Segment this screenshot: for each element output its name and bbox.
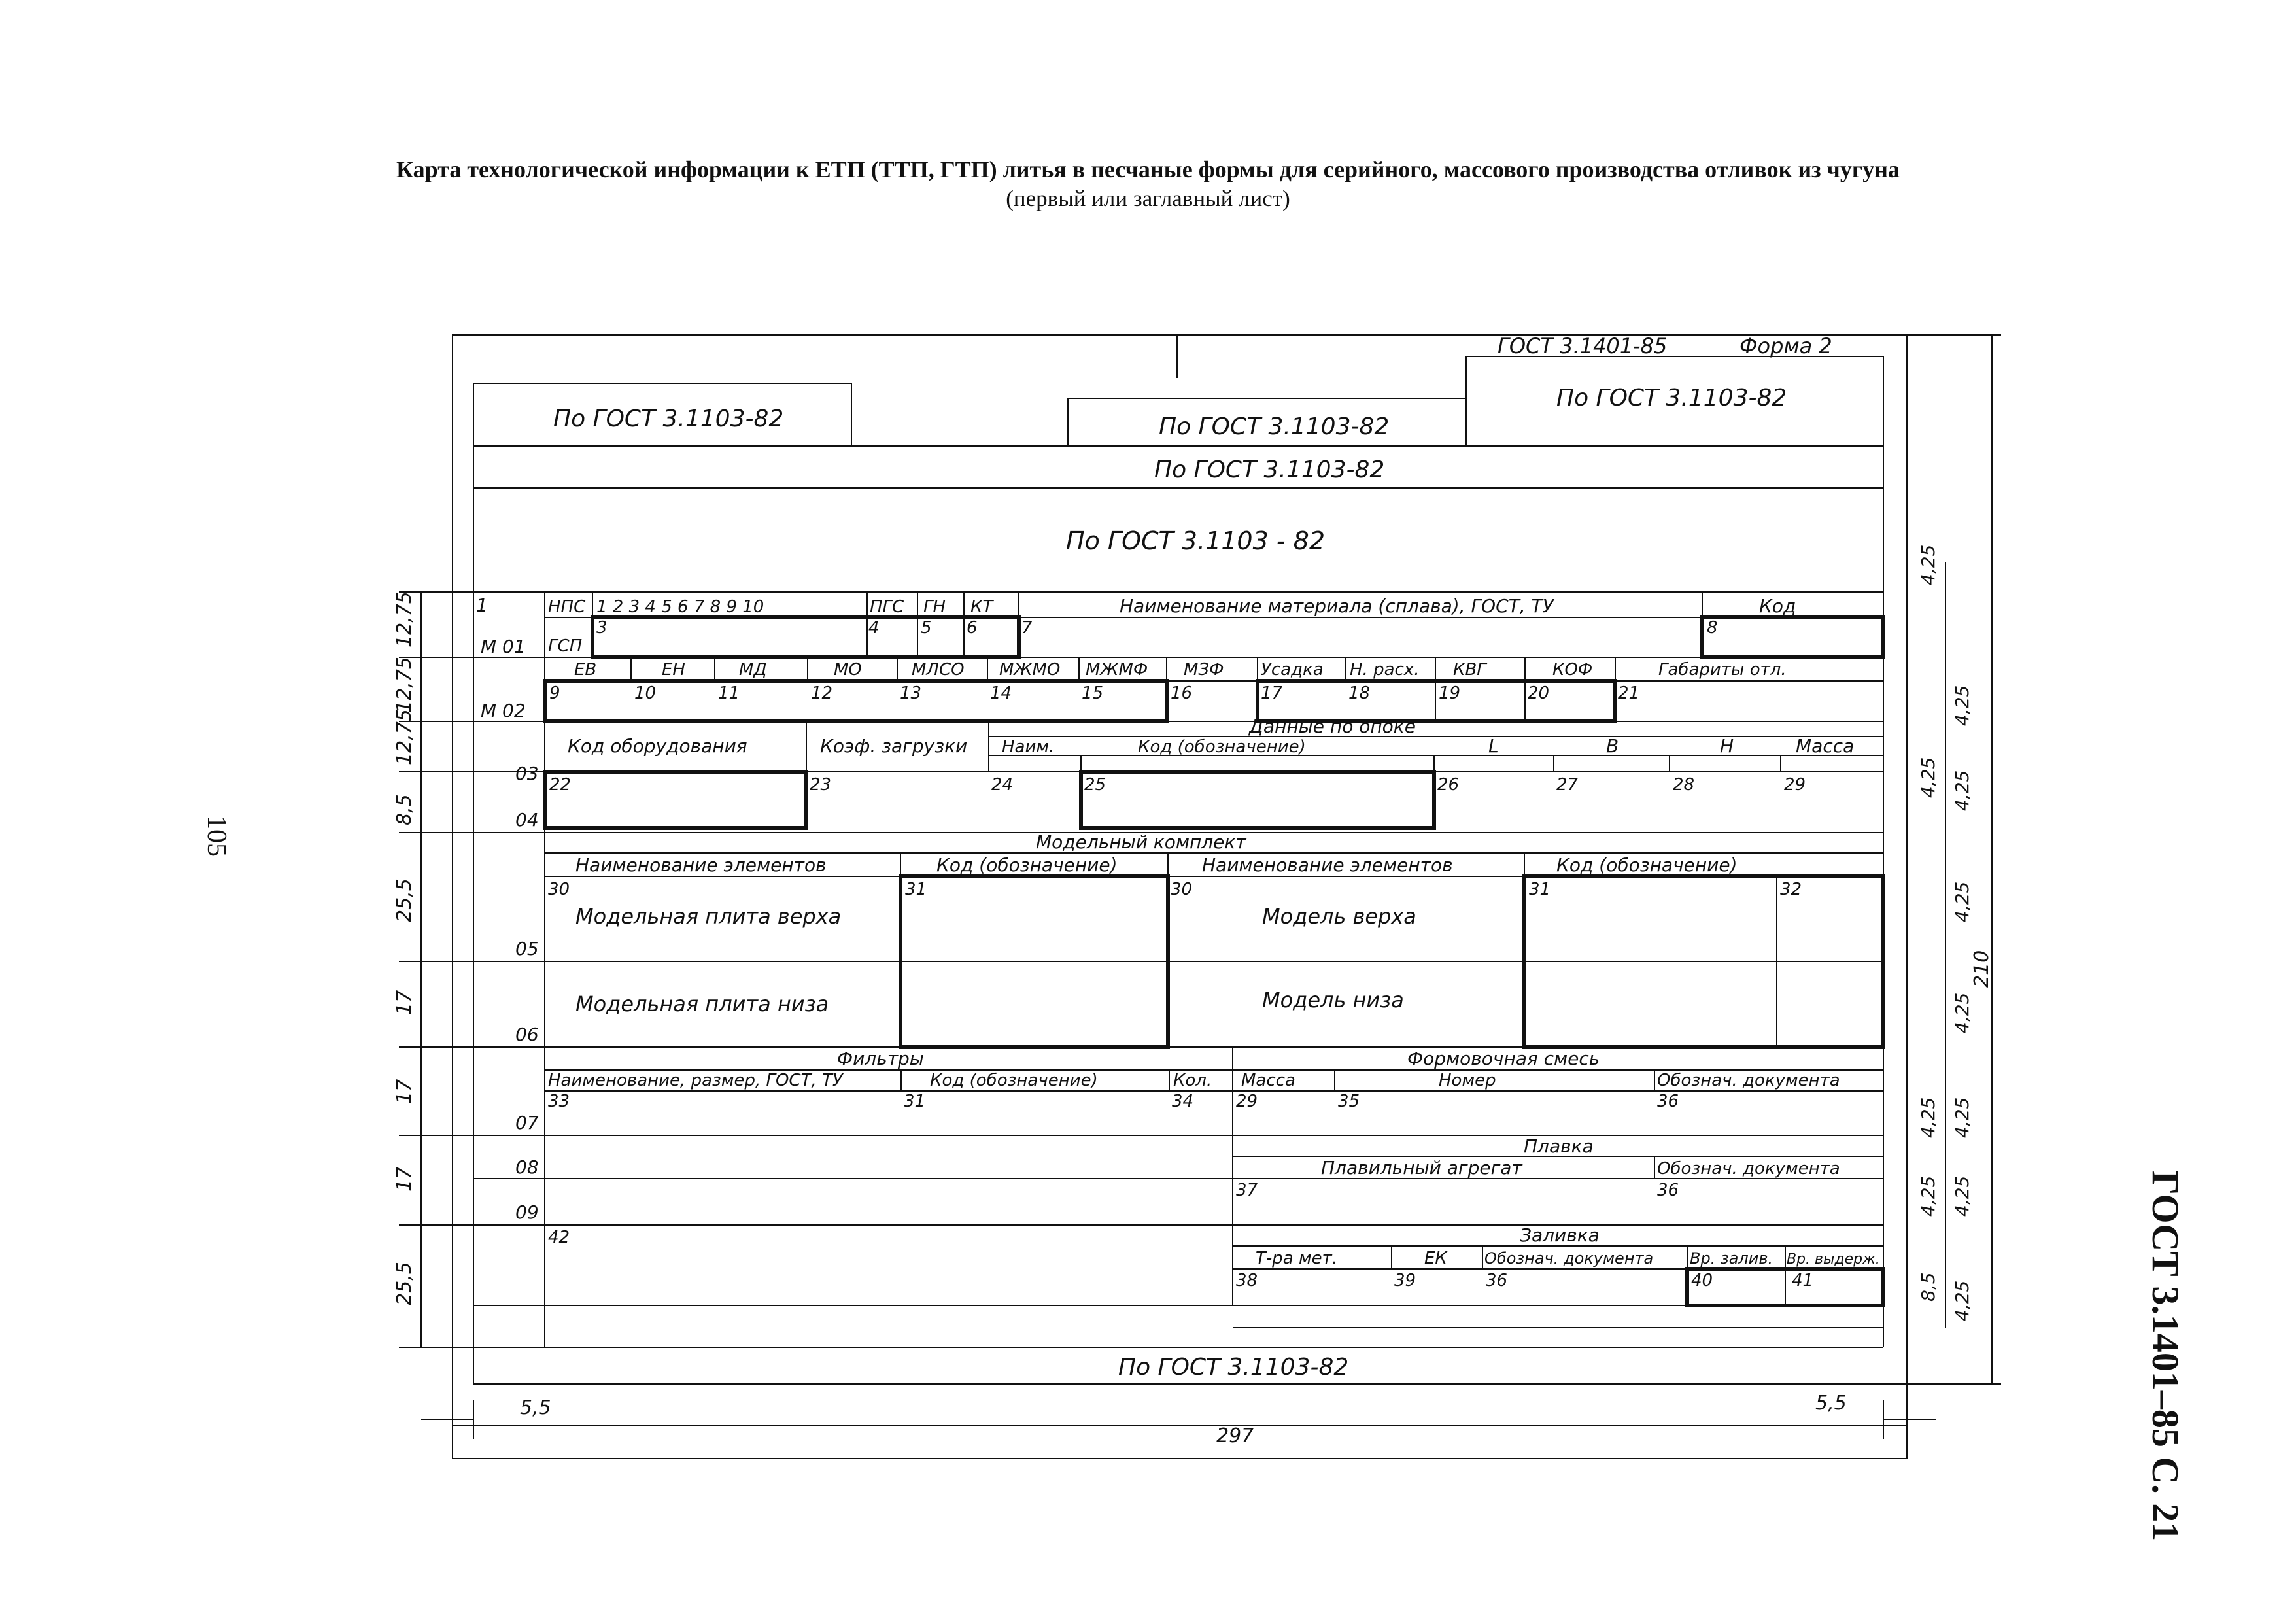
label-nrash: Н. расх.: [1350, 660, 1420, 680]
label-L: L: [1488, 735, 1499, 757]
label-model-title: Модельный комплект: [1036, 831, 1246, 853]
form-label: Форма 2: [1739, 334, 1832, 358]
num-4: 4: [868, 618, 880, 638]
form-standard: ГОСТ 3.1401-85: [1498, 334, 1668, 358]
dim-425-h: 4,25: [1951, 1097, 1973, 1138]
row-code-05: 05: [515, 938, 539, 959]
label-massa: Масса: [1796, 735, 1855, 757]
num-39: 39: [1394, 1271, 1416, 1290]
dim-425-b: 4,25: [1951, 685, 1973, 726]
page-title: Карта технологической информации к ЕТП (ТТП, ГТП) литья в песчаные формы для серийного, массового производства отливок из чугуна: [396, 156, 1900, 182]
label-naim: Наим.: [1002, 737, 1055, 757]
row-code-07: 07: [515, 1112, 539, 1133]
dim-425-i: 4,25: [1917, 1175, 1939, 1217]
label-H: Н: [1720, 735, 1734, 757]
num-23: 23: [810, 775, 832, 795]
row-code-08: 08: [515, 1156, 539, 1178]
label-pour-vr-zaliv: Вр. залив.: [1690, 1249, 1773, 1268]
ref-std-bottom: По ГОСТ 3.1103-82: [1118, 1354, 1349, 1381]
num-42: 42: [548, 1228, 570, 1247]
row-num-1: 1: [476, 595, 488, 616]
num-35: 35: [1338, 1092, 1360, 1111]
label-mlso: МЛСО: [912, 660, 965, 680]
num-30-left: 30: [548, 880, 570, 899]
label-melt-agregat: Плавильный агрегат: [1321, 1157, 1522, 1179]
num-18: 18: [1348, 683, 1371, 703]
dim-425-c: 4,25: [1917, 757, 1939, 798]
dim-425-k: 4,25: [1951, 1280, 1973, 1321]
num-16: 16: [1171, 683, 1193, 703]
ref-std-center: По ГОСТ 3.1103 - 82: [1066, 527, 1325, 555]
label-naim-el-left: Наименование элементов: [575, 854, 827, 876]
num-29: 29: [1784, 775, 1806, 795]
dim-255-a: 25,5: [393, 878, 416, 922]
label-dannye: Данные по опоке: [1249, 716, 1416, 737]
label-pour-title: Заливка: [1520, 1224, 1600, 1246]
label-koef: Коэф. загрузки: [820, 735, 968, 757]
label-mix-massa: Масса: [1241, 1071, 1295, 1090]
label-melt-title: Плавка: [1524, 1135, 1594, 1157]
label-pour-ek: ЕК: [1424, 1249, 1447, 1268]
dim-17-a: 17: [393, 990, 416, 1015]
row-code-01: М 01: [481, 636, 526, 657]
num-19: 19: [1439, 683, 1461, 703]
num-30-right: 30: [1171, 880, 1193, 899]
label-gn: ГН: [923, 597, 946, 617]
label-kod: Код: [1759, 595, 1796, 617]
label-mix-nomer: Номер: [1439, 1071, 1496, 1090]
num-17: 17: [1261, 683, 1283, 703]
label-kod-left: Код (обозначение): [936, 854, 1118, 876]
label-mzhmf: МЖМФ: [1086, 660, 1148, 680]
num-32: 32: [1780, 880, 1802, 899]
num-24: 24: [991, 775, 1014, 795]
label-kof: КОФ: [1552, 660, 1593, 680]
num-36-pour: 36: [1486, 1271, 1508, 1290]
ref-std-mid: По ГОСТ 3.1103-82: [1159, 413, 1390, 440]
pour-labels: [548, 1224, 1880, 1290]
num-22: 22: [549, 775, 572, 795]
label-plita-verha: Модельная плита верха: [575, 904, 842, 929]
num-36-mix: 36: [1657, 1092, 1679, 1111]
num-3: 3: [596, 618, 608, 638]
row1-labels: [548, 595, 1796, 656]
num-37: 37: [1236, 1181, 1258, 1200]
label-model-niza: Модель низа: [1262, 988, 1404, 1012]
num-41: 41: [1792, 1271, 1814, 1290]
num-7: 7: [1021, 618, 1033, 638]
num-11: 11: [718, 683, 740, 703]
num-5: 5: [921, 618, 932, 638]
row-code-03: 03: [515, 763, 539, 784]
label-mzhmo: МЖМО: [999, 660, 1061, 680]
ref-std-row: По ГОСТ 3.1103-82: [1154, 457, 1385, 483]
filters-mix-labels: [548, 1048, 1840, 1111]
label-gabarity: Габариты отл.: [1658, 660, 1787, 680]
right-dimensions: [1917, 545, 1993, 1321]
dim-297: 297: [1216, 1425, 1254, 1447]
row-code-09: 09: [515, 1201, 539, 1223]
num-33: 33: [548, 1092, 570, 1111]
label-pour-vr-vyderzh: Вр. выдерж.: [1787, 1251, 1880, 1268]
label-digits: 1 2 3 4 5 6 7 8 9 10: [596, 597, 764, 617]
dim-425-d: 4,25: [1951, 770, 1973, 811]
num-8: 8: [1707, 618, 1718, 638]
label-kt: КТ: [970, 597, 993, 617]
dim-55-left: 5,5: [520, 1396, 551, 1419]
label-kod-obor: Код оборудования: [568, 735, 747, 757]
dim-1275-b: 12,75: [393, 657, 416, 713]
num-36-melt: 36: [1657, 1181, 1679, 1200]
bottom-dimensions: [520, 1392, 1847, 1447]
label-ev: ЕВ: [574, 660, 597, 680]
dim-55-right: 5,5: [1815, 1392, 1847, 1415]
label-en: ЕН: [662, 660, 685, 680]
num-6: 6: [967, 618, 978, 638]
label-mo: МО: [834, 660, 862, 680]
gost-page-label: ГОСТ 3.1401–85 С. 21: [2144, 1171, 2187, 1542]
dim-17-c: 17: [393, 1166, 416, 1192]
dimension-lines: [399, 335, 2001, 1459]
label-B: В: [1606, 735, 1619, 757]
dim-85-right: 8,5: [1917, 1272, 1939, 1302]
num-31-left: 31: [905, 880, 927, 899]
dim-1275-a: 12,75: [393, 591, 416, 648]
ref-std-left: По ГОСТ 3.1103-82: [553, 406, 784, 432]
label-mzf: МЗФ: [1184, 660, 1224, 680]
label-nps: НПС: [548, 597, 586, 617]
num-20: 20: [1528, 683, 1550, 703]
row-codes: [476, 595, 539, 1223]
dim-255-b: 25,5: [393, 1262, 416, 1305]
label-usadka: Усадка: [1261, 660, 1324, 680]
label-material: Наименование материала (сплава), ГОСТ, ТУ: [1120, 595, 1554, 617]
num-9: 9: [549, 683, 560, 703]
label-melt-obozn: Обознач. документа: [1657, 1159, 1840, 1179]
num-12: 12: [811, 683, 833, 703]
label-plita-niza: Модельная плита низа: [575, 992, 829, 1016]
num-10: 10: [634, 683, 657, 703]
label-filters-title: Фильтры: [837, 1048, 924, 1069]
num-28: 28: [1673, 775, 1695, 795]
label-gsp: ГСП: [548, 636, 583, 656]
label-pgs: ПГС: [870, 597, 904, 617]
dim-425-g: 4,25: [1917, 1097, 1939, 1138]
num-38: 38: [1236, 1271, 1258, 1290]
label-filter-kol: Кол.: [1173, 1071, 1212, 1090]
num-27: 27: [1556, 775, 1579, 795]
left-dimensions: [393, 591, 416, 1305]
dim-210: 210: [1970, 950, 1993, 988]
num-29-mix: 29: [1236, 1092, 1258, 1111]
num-31-right: 31: [1529, 880, 1551, 899]
label-pour-obozn: Обознач. документа: [1484, 1249, 1654, 1268]
dim-425-j: 4,25: [1951, 1175, 1973, 1217]
dim-1275-c: 12,75: [393, 709, 416, 765]
label-pour-tra: Т-ра мет.: [1256, 1249, 1337, 1268]
melt-labels: [1236, 1135, 1840, 1200]
num-31-filter: 31: [904, 1092, 926, 1111]
label-mix-title: Формовочная смесь: [1407, 1048, 1600, 1069]
label-mix-obozn: Обознач. документа: [1657, 1071, 1840, 1090]
num-14: 14: [990, 683, 1012, 703]
model-kit-labels: [548, 831, 1802, 1016]
row-code-04: 04: [515, 809, 539, 831]
num-25: 25: [1084, 775, 1106, 795]
label-filter-naim: Наименование, размер, ГОСТ, ТУ: [548, 1071, 843, 1090]
num-21: 21: [1618, 683, 1640, 703]
label-kvg: КВГ: [1453, 660, 1486, 680]
dim-425-f: 4,25: [1951, 992, 1973, 1033]
label-naim-el-right: Наименование элементов: [1202, 854, 1453, 876]
num-26: 26: [1437, 775, 1460, 795]
num-15: 15: [1082, 683, 1104, 703]
num-34: 34: [1172, 1092, 1194, 1111]
page-number: 105: [201, 816, 231, 857]
ref-std-right: По ГОСТ 3.1103-82: [1556, 385, 1787, 411]
dim-425-a: 4,25: [1917, 544, 1939, 585]
dim-85: 8,5: [393, 794, 416, 825]
label-md: МД: [739, 660, 767, 680]
page-subtitle: (первый или заглавный лист): [1006, 186, 1290, 211]
row-code-02: М 02: [481, 700, 526, 721]
label-filter-kod: Код (обозначение): [930, 1071, 1098, 1090]
label-model-verha: Модель верха: [1262, 904, 1416, 929]
num-13: 13: [900, 683, 922, 703]
num-40: 40: [1691, 1271, 1713, 1290]
label-kod-right: Код (обозначение): [1556, 854, 1738, 876]
label-kod-obozn: Код (обозначение): [1138, 737, 1306, 757]
row-code-06: 06: [515, 1024, 539, 1045]
dim-425-e: 4,25: [1951, 881, 1973, 922]
dim-17-b: 17: [393, 1079, 416, 1104]
